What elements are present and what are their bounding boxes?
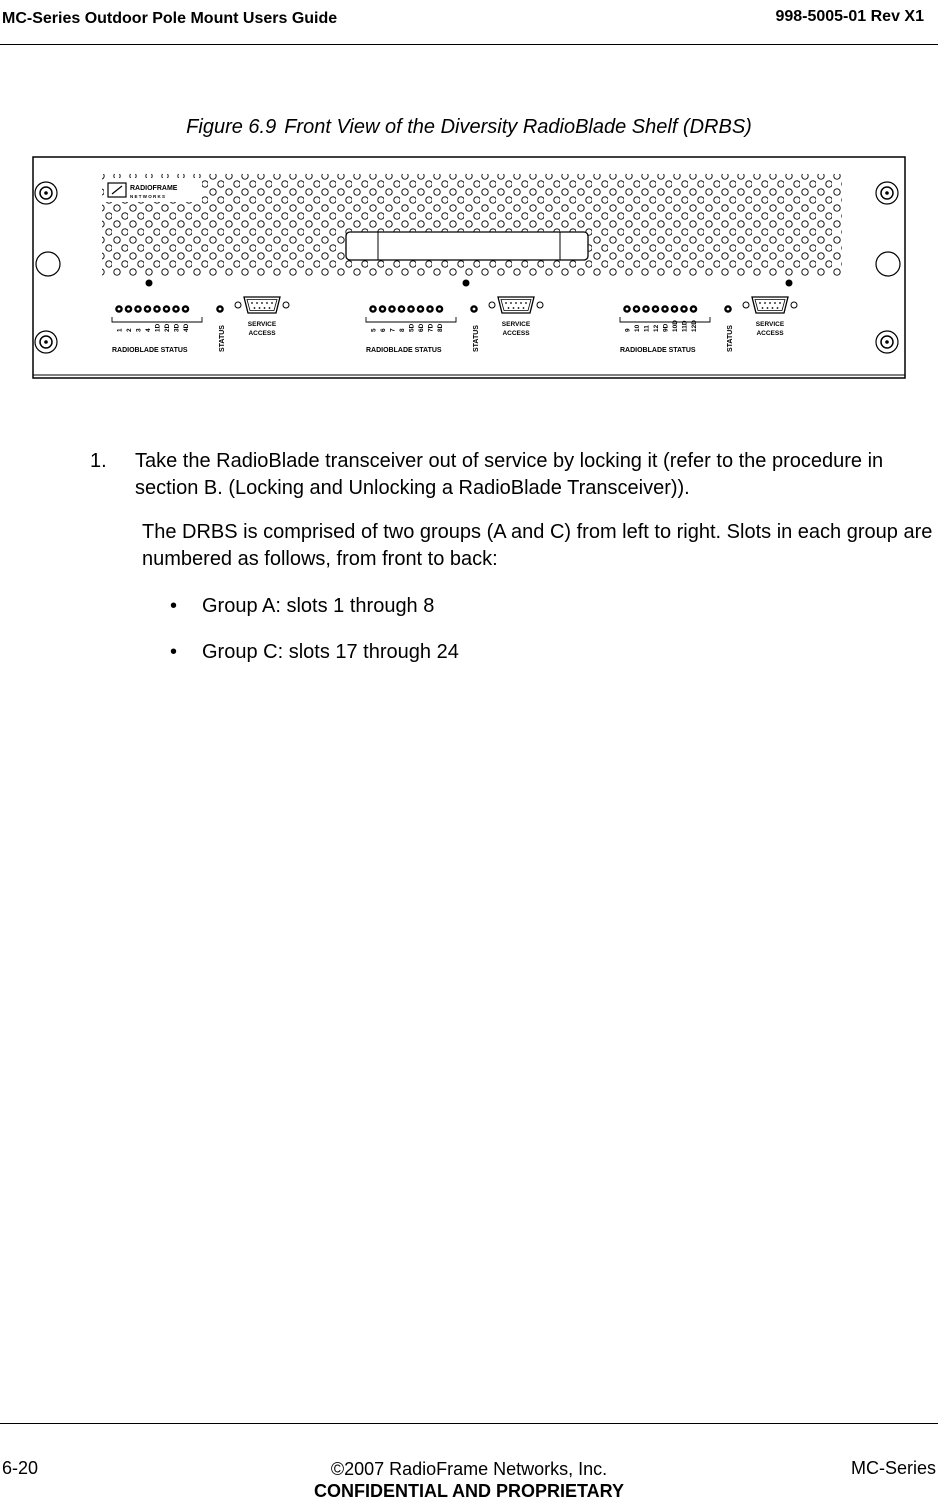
footer-divider (0, 1423, 938, 1424)
vent-grid (102, 174, 842, 276)
figure-caption-text: Front View of the Diversity RadioBlade Shelf (DRBS) (284, 116, 752, 138)
slot-label: 9D (662, 323, 670, 332)
indicator-dot-icon (786, 280, 793, 287)
logo-subtext: N E T W O R K S (130, 194, 166, 199)
radioblade-status-label: RADIOBLADE STATUS (620, 347, 696, 354)
slot-label: 11 (643, 325, 651, 332)
bullet-icon: • (170, 595, 178, 617)
slot-label: 6D (418, 323, 425, 332)
mount-screw-icon (35, 182, 57, 204)
service-access-label: ACCESS (502, 330, 530, 337)
slot-label: 7D (427, 323, 435, 332)
header-title: MC-Series Outdoor Pole Mount Users Guide (2, 10, 338, 27)
footer-center (0, 1458, 938, 1502)
service-access-label: SERVICE (501, 321, 531, 328)
footer-series: MC-Series (850, 1458, 936, 1478)
mount-screw-icon (35, 331, 57, 353)
slot-label: 10 (634, 324, 641, 332)
slot-label: 5 (370, 328, 378, 332)
status-led-label: STATUS (473, 325, 480, 352)
drbs-front-panel-figure (32, 156, 906, 380)
footer-page-number: 6-20 (2, 1458, 39, 1478)
slot-label: 7 (389, 328, 397, 332)
slot-label: 8 (399, 328, 406, 332)
slot-label: 1 (116, 328, 124, 332)
mount-hole-icon (36, 252, 60, 276)
mount-screw-icon (876, 331, 898, 353)
slot-label: 1D (154, 323, 162, 332)
indicator-dot-icon (146, 280, 153, 287)
slot-label: 8D (437, 323, 444, 332)
bullet-icon: • (170, 641, 178, 663)
body-paragraph: The DRBS is comprised of two groups (A and C) from left to right. Slots in each group are numbered as follows, from front to back: (142, 521, 933, 570)
slot-label: 12D (691, 320, 698, 332)
service-access-label: ACCESS (248, 330, 276, 337)
header-divider (0, 44, 938, 45)
status-led-label: STATUS (727, 325, 734, 352)
service-access-label: SERVICE (755, 321, 785, 328)
service-access-label: ACCESS (756, 330, 784, 337)
footer-copyright: ©2007 RadioFrame Networks, Inc. (330, 1459, 608, 1479)
mount-hole-icon (876, 252, 900, 276)
slot-label: 3 (135, 328, 143, 332)
slot-label: 6 (380, 328, 387, 332)
radioblade-status-label: RADIOBLADE STATUS (112, 347, 188, 354)
indicator-dot-icon (463, 280, 470, 287)
slot-label: 10D (672, 320, 679, 332)
service-access-label: SERVICE (247, 321, 277, 328)
slot-label: 4 (145, 328, 152, 332)
panel-handle (346, 232, 588, 260)
figure-caption (0, 116, 938, 139)
radioblade-status-label: RADIOBLADE STATUS (366, 347, 442, 354)
slot-label: 5D (408, 323, 416, 332)
slot-label: 11D (681, 320, 689, 332)
figure-label: Figure 6.9 (186, 116, 277, 138)
status-led-label: STATUS (219, 325, 226, 352)
step-number: 1. (90, 450, 107, 472)
slot-label: 12 (653, 324, 660, 332)
logo-text: RADIOFRAME (130, 185, 178, 192)
step-text: Take the RadioBlade transceiver out of service by locking it (refer to the procedure in section B. (Locking and Unlocking a RadioBlade Transceiver)). (135, 450, 884, 499)
slot-label: 4D (183, 323, 190, 332)
footer-confidential: CONFIDENTIAL AND PROPRIETARY (313, 1481, 624, 1501)
slot-label: 3D (173, 323, 181, 332)
slot-label: 9 (624, 328, 632, 332)
slot-label: 2D (164, 323, 171, 332)
header-doc-number: 998-5005-01 Rev X1 (775, 8, 924, 25)
mount-screw-icon (876, 182, 898, 204)
list-item-text: Group C: slots 17 through 24 (202, 641, 459, 663)
slot-label: 2 (126, 328, 133, 332)
list-item-text: Group A: slots 1 through 8 (202, 595, 435, 617)
